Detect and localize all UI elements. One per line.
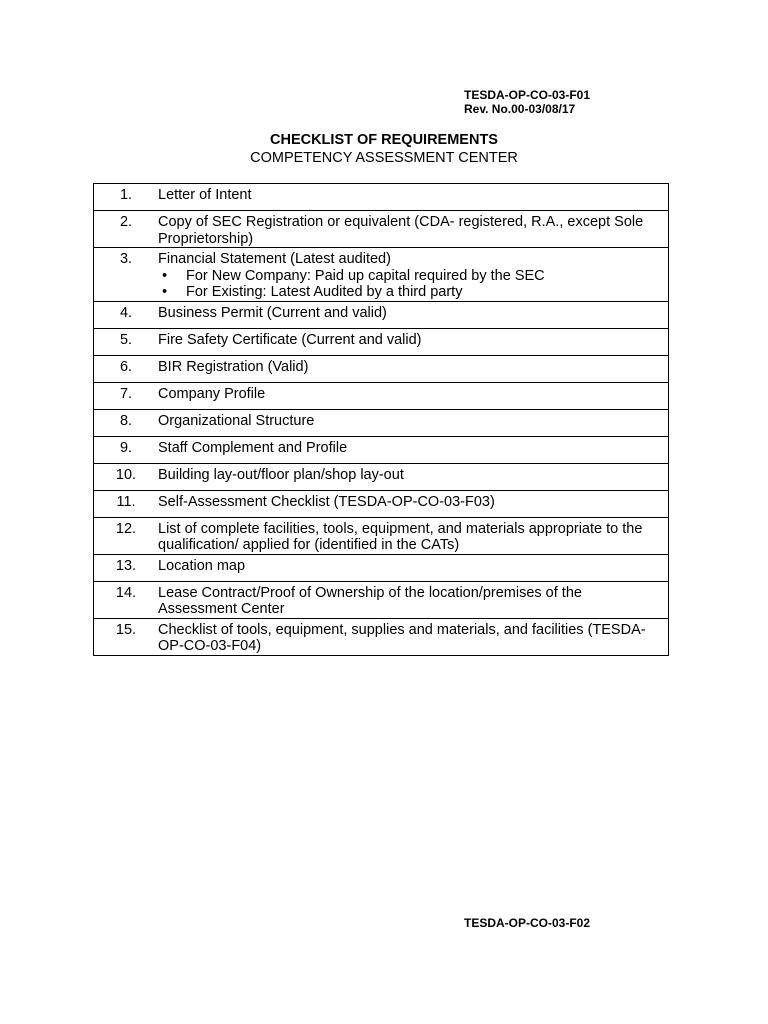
table-row: [94, 382, 669, 409]
table-row: [94, 554, 669, 581]
table-row: [94, 328, 669, 355]
item-text: Checklist of tools, equipment, supplies and materials, and facilities (TESDA-OP-CO-03-F04): [158, 618, 669, 655]
item-number: 15.: [94, 618, 159, 655]
table-row: [94, 409, 669, 436]
item-number: 9.: [94, 436, 159, 463]
item-text: List of complete facilities, tools, equipment, and materials appropriate to the qualification/ applied for (identified in the CATs): [158, 517, 669, 554]
document-header-code: [464, 88, 590, 116]
bullet-icon: •: [162, 284, 168, 300]
item-number: 7.: [94, 382, 159, 409]
item-cell: [158, 248, 669, 302]
item-text: Self-Assessment Checklist (TESDA-OP-CO-03-F03): [158, 490, 669, 517]
table-row: [94, 211, 669, 248]
table-row: [94, 436, 669, 463]
bullet-text: For Existing: Latest Audited by a third party: [186, 284, 463, 300]
item-number: 10.: [94, 463, 159, 490]
item-number: 4.: [94, 301, 159, 328]
item-number: 12.: [94, 517, 159, 554]
form-code: TESDA-OP-CO-03-F01: [464, 88, 591, 102]
footer-form-code: TESDA-OP-CO-03-F02: [464, 916, 591, 930]
item-text: Location map: [158, 554, 669, 581]
bullet-list: [158, 268, 658, 301]
item-text: Financial Statement (Latest audited): [158, 251, 391, 267]
item-text: Lease Contract/Proof of Ownership of the location/premises of the Assessment Center: [158, 581, 669, 618]
item-text: Organizational Structure: [158, 409, 669, 436]
item-text: Staff Complement and Profile: [158, 436, 669, 463]
item-text: Fire Safety Certificate (Current and valid): [158, 328, 669, 355]
item-number: 2.: [94, 211, 159, 248]
table-row: [94, 581, 669, 618]
item-number: 11.: [94, 490, 159, 517]
table-row: [94, 184, 669, 211]
list-item: [162, 284, 658, 301]
item-text: Company Profile: [158, 382, 669, 409]
item-number: 5.: [94, 328, 159, 355]
bullet-icon: •: [162, 267, 168, 284]
item-text: Building lay-out/floor plan/shop lay-out: [158, 463, 669, 490]
title-block: [0, 131, 768, 167]
table-row: [94, 618, 669, 655]
table-row: [94, 490, 669, 517]
table-row: [94, 248, 669, 302]
item-number: 6.: [94, 355, 159, 382]
item-text: Business Permit (Current and valid): [158, 301, 669, 328]
item-text: BIR Registration (Valid): [158, 355, 669, 382]
item-number: 14.: [94, 581, 159, 618]
table-row: [94, 301, 669, 328]
item-number: 8.: [94, 409, 159, 436]
item-text: Letter of Intent: [158, 184, 669, 211]
table-row: [94, 463, 669, 490]
bullet-text: For New Company: Paid up capital required by the SEC: [186, 267, 545, 284]
list-item: [162, 267, 658, 285]
requirements-table: [93, 183, 669, 656]
item-number: 1.: [94, 184, 159, 211]
item-text: Copy of SEC Registration or equivalent (CDA- registered, R.A., except Sole Proprietorship): [158, 211, 669, 248]
item-number: 3.: [94, 248, 159, 302]
page-subtitle: COMPETENCY ASSESSMENT CENTER: [250, 150, 518, 166]
table-row: [94, 517, 669, 554]
item-number: 13.: [94, 554, 159, 581]
page-title: CHECKLIST OF REQUIREMENTS: [270, 132, 498, 148]
revision-number: Rev. No.00-03/08/17: [464, 102, 576, 116]
table-row: [94, 355, 669, 382]
